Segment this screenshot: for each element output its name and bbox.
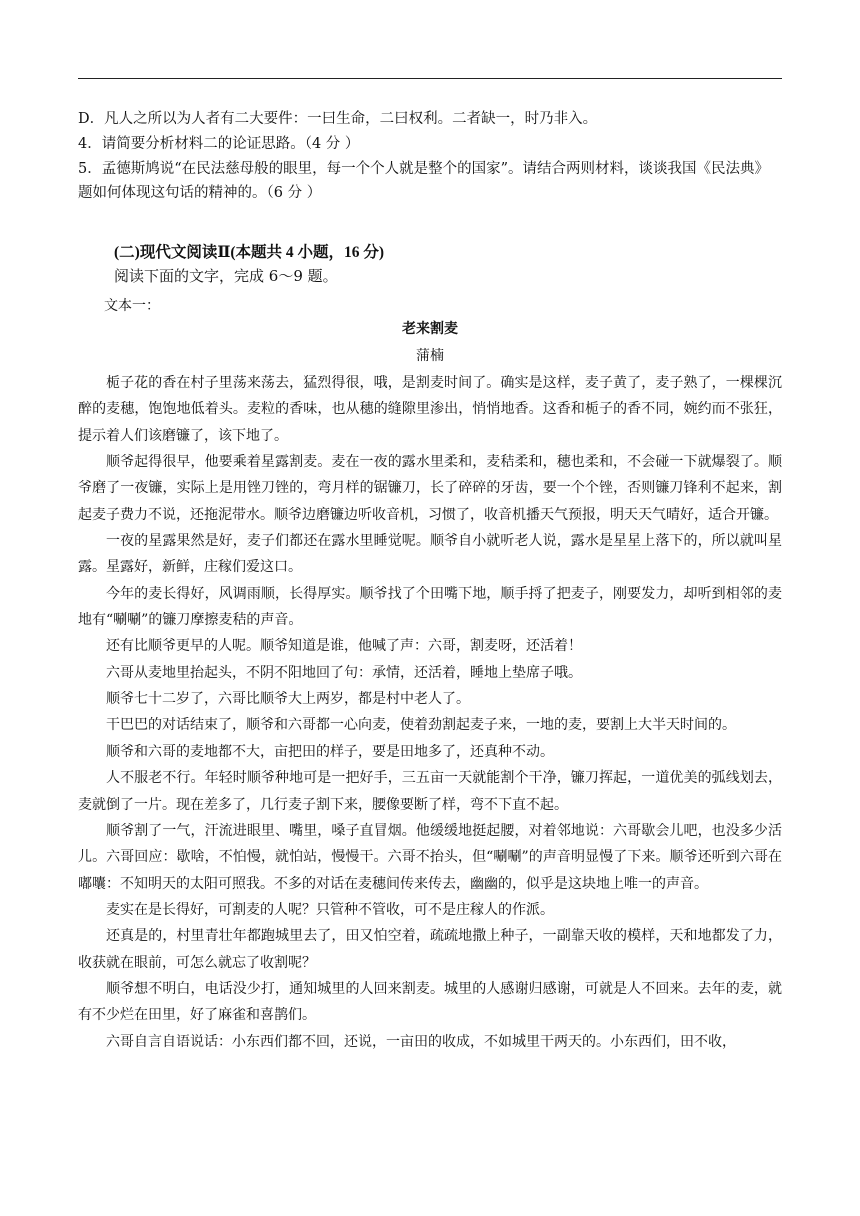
paragraph: 干巴巴的对话结束了，顺爷和六哥都一心向麦，使着劲割起麦子来，一地的麦，要割上大半天时间的。 bbox=[106, 717, 736, 734]
paragraph: 六哥自言自语说话：小东西们都不回，还说，一亩田的收成，不如城里干两天的。小东西们，田不收， bbox=[106, 1033, 736, 1050]
question-4: 4．请简要分析材料二的论证思路。（4 分 ） bbox=[78, 136, 360, 152]
paragraph: 顺爷和六哥的麦地都不大，亩把田的样子，要是田地多了，还真种不动。 bbox=[106, 743, 554, 760]
section-instruction: 阅读下面的文字，完成 6～9 题。 bbox=[114, 267, 338, 285]
article-author: 蒲楠 bbox=[416, 348, 444, 364]
paragraph: 六哥从麦地里抬起头，不阴不阳地回了句：承情，还活着，睡地上垫席子哦。 bbox=[106, 664, 582, 681]
article-body bbox=[78, 370, 782, 1055]
text-label: 文本一： bbox=[104, 298, 160, 314]
paragraph: 顺爷起得很早，他要乘着星露割麦。麦在一夜的露水里柔和，麦秸柔和，穗也柔和，不会碰一下就爆裂了。顺爷磨了一夜镰，实际上是用锉刀锉的，弯月样的锯镰刀，长了碎碎的牙齿，要一个个锉，否则镰刀锋利不起来，割起麦子费力不说，还拖泥带水。顺爷边磨镰边听收音机，习惯了，收音机播天气预报，明天天气晴好，适合开镰。 bbox=[78, 454, 782, 523]
section-title: (二)现代文阅读Ⅱ(本题共 4 小题，16 分) bbox=[114, 244, 385, 261]
paragraph: 人不服老不行。年轻时顺爷种地可是一把好手，三五亩一天就能割个干净，镰刀挥起，一道优美的弧线划去，麦就倒了一片。现在差多了，几行麦子割下来，腰像要断了样，弯不下直不起。 bbox=[78, 770, 782, 813]
paragraph: 顺爷想不明白，电话没少打，通知城里的人回来割麦。城里的人感谢归感谢，可就是人不回来。去年的麦，就有不少烂在田里，好了麻雀和喜鹊们。 bbox=[78, 980, 782, 1024]
header-rule bbox=[78, 78, 782, 79]
paragraph: 还有比顺爷更早的人呢。顺爷知道是谁，他喊了声：六哥，割麦呀，还活着！ bbox=[106, 638, 582, 655]
paragraph: 顺爷割了一气，汗流进眼里、嘴里，嗓子直冒烟。他缓缓地挺起腰，对着邻地说：六哥歇会儿吧，也没多少活儿。六哥回应：歇啥，不怕慢，就怕站，慢慢干。六哥不抬头，但“唰唰”的声音明显慢了下来。顺爷还听到六哥在嘟囔：不知明天的太阳可照我。不多的对话在麦穗间传来传去，幽幽的，似乎是这块地上唯一的声音。 bbox=[78, 822, 782, 892]
article-title: 老来割麦 bbox=[402, 321, 458, 337]
paragraph: 还真是的，村里青壮年都跑城里去了，田又怕空着，疏疏地撒上种子，一副靠天收的模样，天和地都发了力，收获就在眼前，可怎么就忘了收割呢？ bbox=[78, 928, 782, 971]
paragraph: 顺爷七十二岁了，六哥比顺爷大上两岁，都是村中老人了。 bbox=[106, 691, 470, 708]
question-5: 5．孟德斯鸠说“在民法慈母般的眼里，每一个个人就是整个的国家”。请结合两则材料，谈谈我国《民法典》题如何体现这句话的精神的。（6 分 ） bbox=[78, 161, 770, 201]
paragraph: 今年的麦长得好，风调雨顺，长得厚实。顺爷找了个田嘴下地，顺手捋了把麦子，刚要发力，却听到相邻的麦地有“唰唰”的镰刀摩擦麦秸的声音。 bbox=[78, 585, 782, 629]
paragraph: 麦实在是长得好，可割麦的人呢？只管种不管收，可不是庄稼人的作派。 bbox=[106, 901, 554, 918]
paragraph: 栀子花的香在村子里荡来荡去，猛烈得很，哦，是割麦时间了。确实是这样，麦子黄了，麦子熟了，一棵棵沉醉的麦穗，饱饱地低着头。麦粒的香味，也从穗的缝隙里渗出，悄悄地香。这香和栀子的香不同，婉约而不张狂，提示着人们该磨镰了，该下地了。 bbox=[78, 375, 782, 444]
option-d: D．凡人之所以为人者有二大要件：一曰生命，二曰权利。二者缺一，时乃非入。 bbox=[78, 111, 598, 127]
paragraph: 一夜的星露果然是好，麦子们都还在露水里睡觉呢。顺爷自小就听老人说，露水是星星上落下的，所以就叫星露。星露好，新鲜，庄稼们爱这口。 bbox=[78, 533, 782, 576]
